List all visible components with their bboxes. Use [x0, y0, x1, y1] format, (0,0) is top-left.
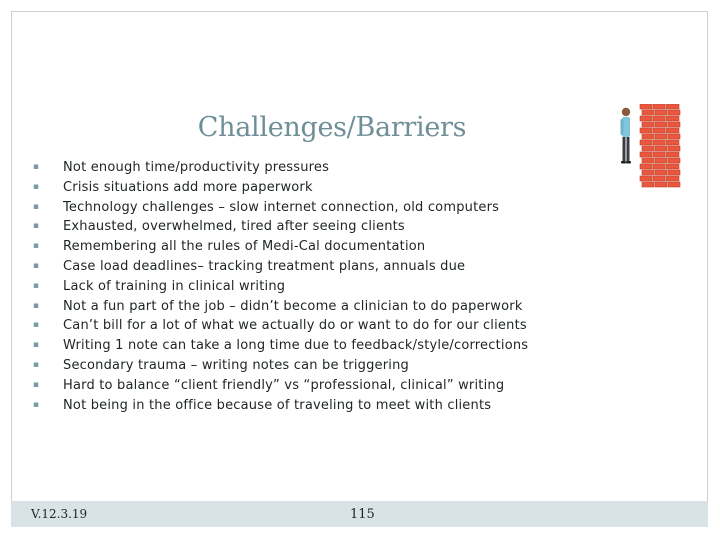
bullet-item: ▪ Not a fun part of the job – didn’t become a clinician to do paperwork — [30, 297, 590, 317]
bullet-item: ▪ Exhausted, overwhelmed, tired after seeing clients — [30, 217, 590, 237]
bullet-item: ▪ Case load deadlines– tracking treatment plans, annuals due — [30, 257, 590, 277]
bullet-item: ▪ Writing 1 note can take a long time due to feedback/style/corrections — [30, 336, 590, 356]
bullet-dot-icon: ▪ — [32, 162, 40, 172]
bullet-item: ▪ Can’t bill for a lot of what we actually do or want to do for our clients — [30, 316, 590, 336]
bullet-item: ▪ Lack of training in clinical writing — [30, 277, 590, 297]
bullet-dot-icon: ▪ — [32, 181, 40, 192]
bullet-item: ▪ Remembering all the rules of Medi-Cal documentation — [30, 237, 590, 257]
bullet-item: ▪ Technology challenges – slow internet connection, old computers — [30, 198, 590, 218]
bullet-dot-icon: ▪ — [32, 399, 40, 410]
person-brick-wall-illustration — [614, 104, 684, 206]
slide-title: Challenges/Barriers — [197, 112, 467, 143]
bullet-dot-icon: ▪ — [32, 280, 40, 291]
bullet-dot-icon: ▪ — [32, 241, 40, 252]
bullet-dot-icon: ▪ — [32, 359, 40, 370]
bullet-item: ▪ Not enough time/productivity pressures — [30, 158, 590, 178]
bullet-item: ▪ Crisis situations add more paperwork — [30, 178, 590, 198]
brick-wall — [640, 104, 680, 187]
bullet-list — [30, 158, 590, 415]
bullet-dot-icon: ▪ — [32, 320, 40, 331]
version-label: V.12.3.19 — [31, 507, 88, 521]
person-figure — [621, 108, 632, 164]
page-number: 115 — [350, 507, 375, 522]
bullet-dot-icon: ▪ — [32, 201, 40, 212]
bullet-dot-icon: ▪ — [32, 221, 40, 232]
bullet-item: ▪ Secondary trauma – writing notes can be triggering — [30, 356, 590, 376]
slide-footer — [11, 501, 708, 527]
bullet-item: ▪ Not being in the office because of traveling to meet with clients — [30, 396, 590, 416]
bullet-dot-icon: ▪ — [32, 340, 40, 351]
bullet-dot-icon: ▪ — [32, 260, 40, 271]
bullet-dot-icon: ▪ — [32, 300, 40, 311]
bullet-dot-icon: ▪ — [32, 379, 40, 390]
bullet-item: ▪ Hard to balance “client friendly” vs “professional, clinical” writing — [30, 376, 590, 396]
